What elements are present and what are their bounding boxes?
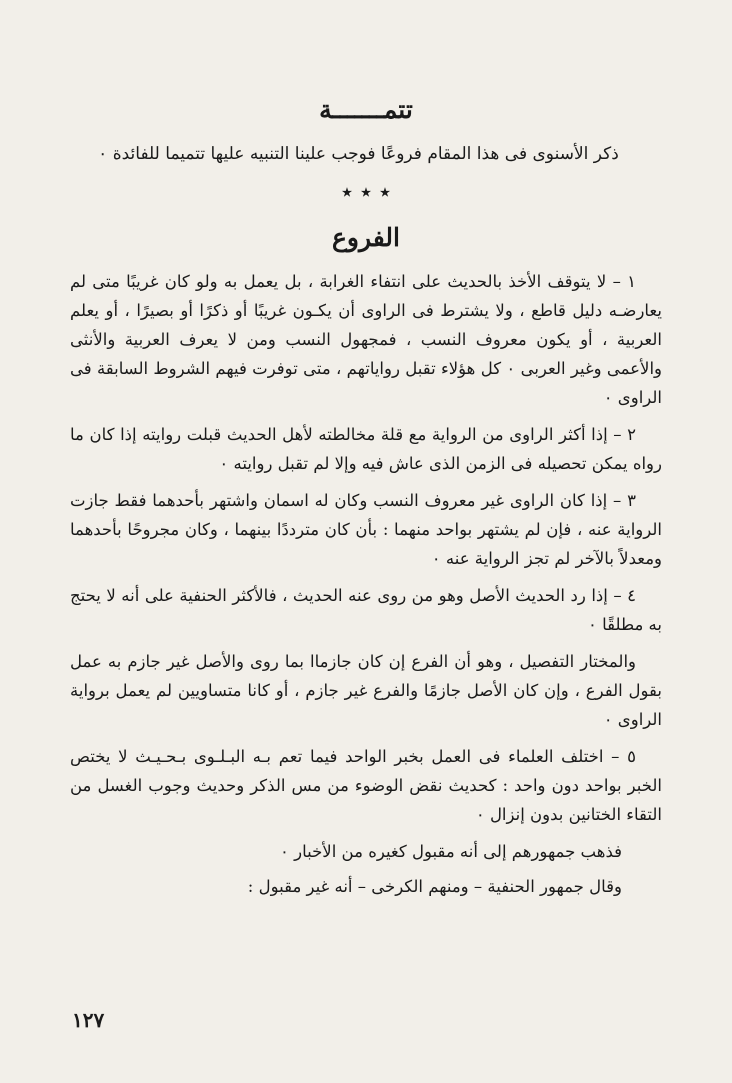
- paragraph-2: ٢ – إذا أكثر الراوى من الرواية مع قلة مخالطته لأهل الحديث قبلت روايته إذا كان ما رواه يمكن تحصيله فى الزمن الذى عاش فيه وإلا لم تقبل روايته ٠: [70, 425, 662, 473]
- asterism-divider: ٭ ٭ ٭: [341, 180, 391, 205]
- section-heading: الفروع: [332, 223, 400, 252]
- paragraph-5-hanafi-view: وقال جمهور الحنفية – ومنهم الكرخى – أنه غير مقبول :: [247, 877, 622, 896]
- paragraph-1: ١ – لا يتوقف الأخذ بالحديث على انتفاء الغرابة ، بل يعمل به ولو كان غريبًا متى لم يعارضـه دليل قاطع ، ولا يشترط فى الراوى أن يكـون غريبًا أو ذكرًا أو بصيرًا ، أو يعلم العربية ، أو يكون معروف النسب ، فمجهول النسب ومن لا يعرف العربية والأنثى والأعمى وغير العربى ٠ كل هؤلاء تقبل رواياتهم ، متى توفرت فيهم الشروط السابقة فى الراوى ٠: [70, 272, 662, 407]
- body-text: [70, 267, 662, 907]
- paragraph-5-majority-view: فذهب جمهورهم إلى أنه مقبول كغيره من الأخبار ٠: [280, 842, 622, 861]
- page-number: ١٢٧: [72, 1008, 105, 1032]
- paragraph-4: ٤ – إذا رد الحديث الأصل وهو من روى عنه الحديث ، فالأكثر الحنفية على أنه لا يحتج به مطلقًا ٠: [70, 586, 662, 634]
- page-title: تتمـــــــة: [319, 95, 413, 124]
- paragraph-4-detail: والمختار التفصيل ، وهو أن الفرع إن كان جازماا بما روى والأصل غير جازم به عمل بقول الفرع ، وإن كان الأصل جازمًا والفرع غير جازم ، أو كانا متساويين لم يعمل برواية الراوى ٠: [70, 652, 662, 729]
- paragraph-3: ٣ – إذا كان الراوى غير معروف النسب وكان له اسمان واشتهر بأحدهما فقط جازت الرواية عنه ، فإن لم يشتهر بواحد منهما : بأن كان مترددًا بينهما ، وكان مجروحًا بأحدهما ومعدلاً بالآخر لم تجز الرواية عنه ٠: [70, 491, 662, 568]
- intro-text: ذكر الأسنوى فى هذا المقام فروعًا فوجب علينا التنبيه عليها تتميما للفائدة ٠: [98, 144, 619, 164]
- paragraph-5: ٥ – اختلف العلماء فى العمل بخبر الواحد فيما تعم بـه البـلـوى بـحـيـث لا يختص الخبر بواحد دون واحد : كحديث نقض الوضوء من مس الذكر وحديث وجوب الغسل من التقاء الختانين بدون إنزال ٠: [70, 747, 662, 824]
